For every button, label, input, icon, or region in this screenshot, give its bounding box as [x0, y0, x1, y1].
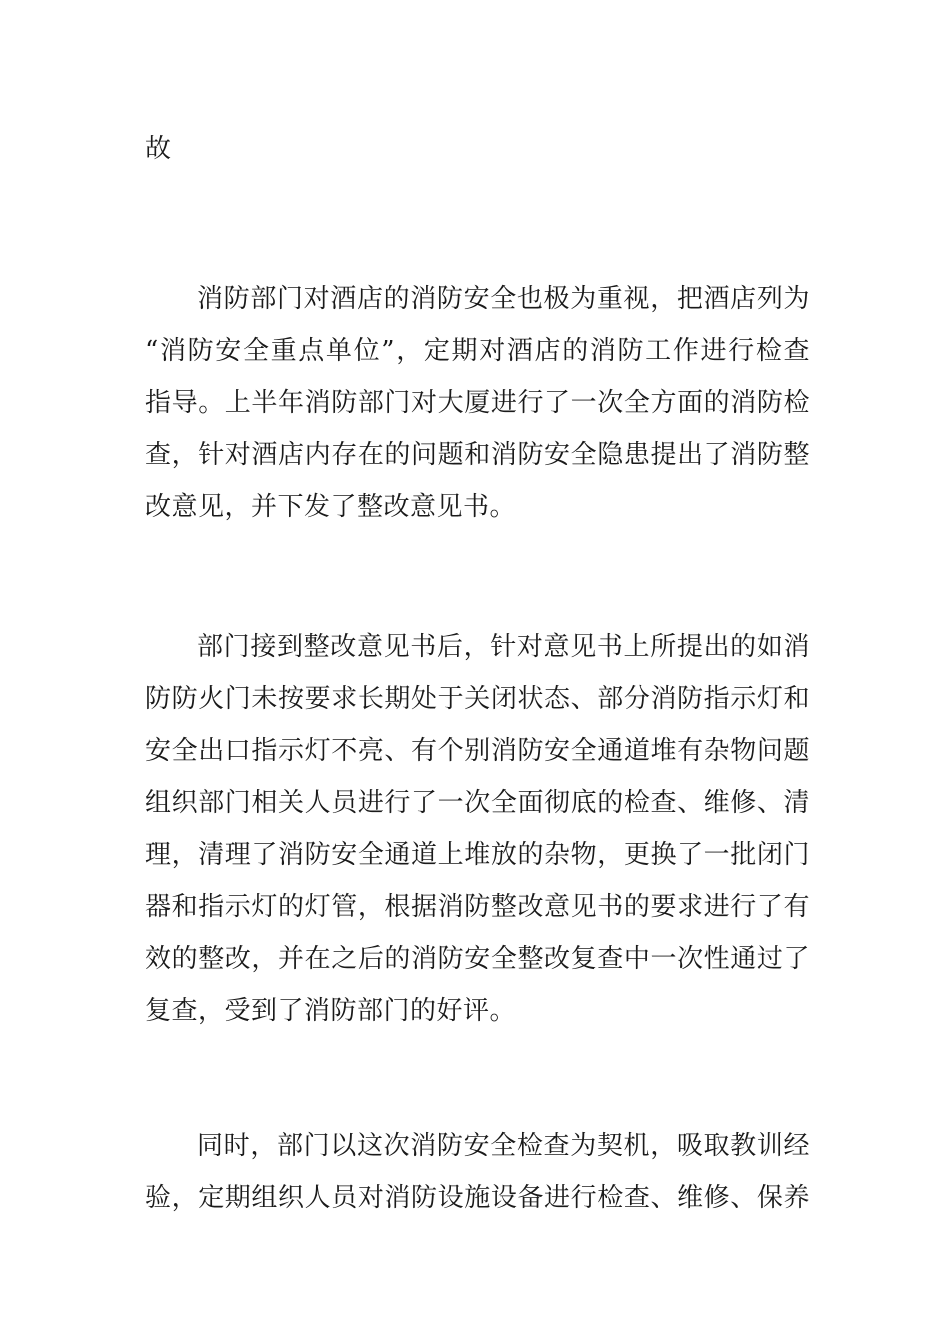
text-line: 部门接到整改意见书后，针对意见书上所提出的如消 [197, 632, 810, 662]
text-line: 改意见，并下发了整改意见书。 [145, 492, 517, 522]
text-line: 同时，部门以这次消防安全检查为契机，吸取教训经 [197, 1131, 810, 1161]
text-line: 器和指示灯的灯管，根据消防整改意见书的要求进行了有 [145, 892, 810, 922]
text-line: 安全出口指示灯不亮、有个别消防安全通道堆有杂物问题 [145, 736, 810, 766]
paragraph-1 [145, 273, 810, 533]
text-line: 防防火门未按要求长期处于关闭状态、部分消防指示灯和 [145, 684, 810, 714]
text-line: 故 [145, 134, 172, 164]
text-line: 消防部门对酒店的消防安全也极为重视，把酒店列为 [197, 284, 810, 314]
text-line: 验，定期组织人员对消防设施设备进行检查、维修、保养 [145, 1183, 810, 1213]
text-line: 效的整改，并在之后的消防安全整改复查中一次性通过了 [145, 944, 810, 974]
text-line: 指导。上半年消防部门对大厦进行了一次全方面的消防检 [145, 388, 810, 418]
text-line: 查，针对酒店内存在的问题和消防安全隐患提出了消防整 [145, 440, 810, 470]
paragraph-3 [145, 1120, 810, 1224]
paragraph-2 [145, 621, 810, 1037]
text-line: 复查，受到了消防部门的好评。 [145, 996, 517, 1026]
text-line: 理，清理了消防安全通道上堆放的杂物，更换了一批闭门 [145, 840, 810, 870]
text-line: 组织部门相关人员进行了一次全面彻底的检查、维修、清 [145, 788, 810, 818]
fragment-top-text [145, 123, 810, 175]
text-line: “消防安全重点单位”，定期对酒店的消防工作进行检查 [145, 336, 810, 366]
